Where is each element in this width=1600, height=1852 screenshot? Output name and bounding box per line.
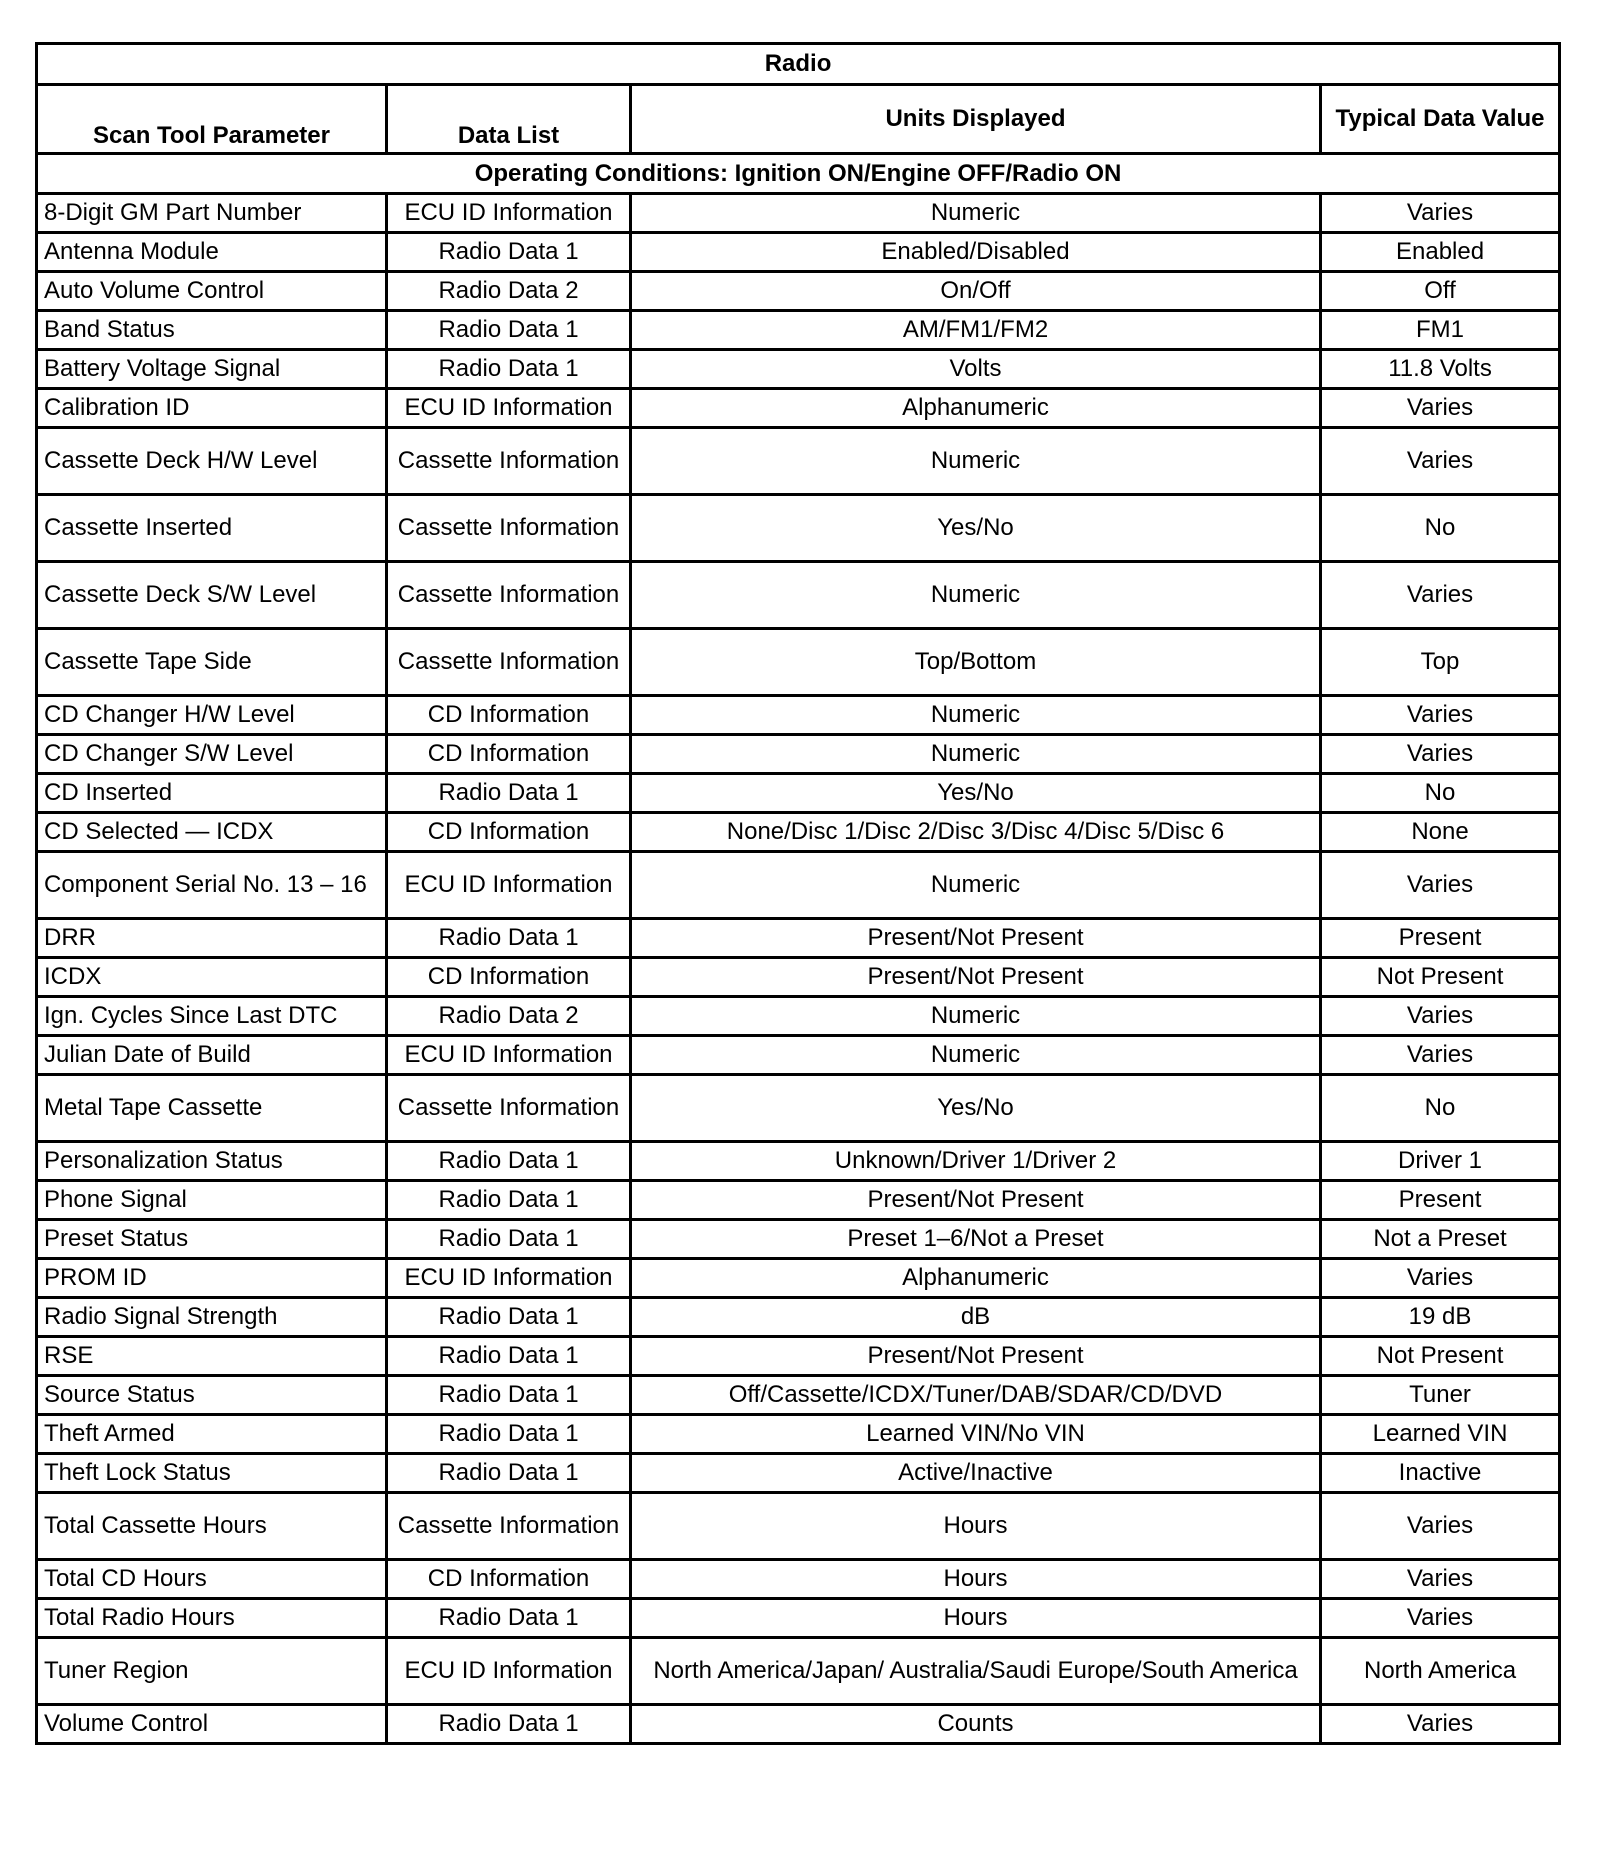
table-title: Radio <box>37 44 1560 85</box>
cell-data-list: ECU ID Information <box>387 1036 631 1075</box>
cell-scan-tool-parameter: Julian Date of Build <box>37 1036 387 1075</box>
cell-scan-tool-parameter: Calibration ID <box>37 389 387 428</box>
cell-typical-data-value: Varies <box>1321 1036 1560 1075</box>
cell-typical-data-value: Varies <box>1321 696 1560 735</box>
cell-scan-tool-parameter: Theft Lock Status <box>37 1454 387 1493</box>
cell-units-displayed: Present/Not Present <box>631 919 1321 958</box>
cell-data-list: ECU ID Information <box>387 852 631 919</box>
cell-scan-tool-parameter: Cassette Deck H/W Level <box>37 428 387 495</box>
cell-typical-data-value: None <box>1321 813 1560 852</box>
cell-typical-data-value: No <box>1321 495 1560 562</box>
cell-scan-tool-parameter: Phone Signal <box>37 1181 387 1220</box>
table-row <box>37 194 1560 233</box>
cell-data-list: Radio Data 1 <box>387 774 631 813</box>
table-row <box>37 813 1560 852</box>
cell-units-displayed: Alphanumeric <box>631 389 1321 428</box>
table-row <box>37 311 1560 350</box>
cell-scan-tool-parameter: CD Inserted <box>37 774 387 813</box>
cell-typical-data-value: Not Present <box>1321 958 1560 997</box>
table-row <box>37 629 1560 696</box>
operating-conditions-row <box>37 154 1560 194</box>
table-row <box>37 1454 1560 1493</box>
table-row <box>37 1142 1560 1181</box>
cell-data-list: Radio Data 1 <box>387 1705 631 1744</box>
cell-scan-tool-parameter: PROM ID <box>37 1259 387 1298</box>
cell-units-displayed: Counts <box>631 1705 1321 1744</box>
cell-units-displayed: Present/Not Present <box>631 1181 1321 1220</box>
cell-units-displayed: Yes/No <box>631 495 1321 562</box>
table-row <box>37 272 1560 311</box>
cell-scan-tool-parameter: Battery Voltage Signal <box>37 350 387 389</box>
cell-data-list: Radio Data 1 <box>387 1181 631 1220</box>
cell-data-list: Radio Data 2 <box>387 997 631 1036</box>
cell-units-displayed: AM/FM1/FM2 <box>631 311 1321 350</box>
table-row <box>37 495 1560 562</box>
cell-units-displayed: Active/Inactive <box>631 1454 1321 1493</box>
cell-data-list: Cassette Information <box>387 428 631 495</box>
cell-data-list: ECU ID Information <box>387 389 631 428</box>
cell-typical-data-value: Varies <box>1321 1705 1560 1744</box>
cell-scan-tool-parameter: Metal Tape Cassette <box>37 1075 387 1142</box>
cell-scan-tool-parameter: Total Radio Hours <box>37 1599 387 1638</box>
cell-scan-tool-parameter: Volume Control <box>37 1705 387 1744</box>
cell-typical-data-value: 11.8 Volts <box>1321 350 1560 389</box>
cell-typical-data-value: No <box>1321 1075 1560 1142</box>
cell-units-displayed: Top/Bottom <box>631 629 1321 696</box>
table-row <box>37 1415 1560 1454</box>
cell-data-list: ECU ID Information <box>387 194 631 233</box>
cell-scan-tool-parameter: Antenna Module <box>37 233 387 272</box>
cell-scan-tool-parameter: ICDX <box>37 958 387 997</box>
cell-typical-data-value: Present <box>1321 919 1560 958</box>
cell-typical-data-value: Present <box>1321 1181 1560 1220</box>
cell-data-list: CD Information <box>387 696 631 735</box>
header-scan-tool-parameter: Scan Tool Parameter <box>37 85 387 154</box>
cell-data-list: CD Information <box>387 1560 631 1599</box>
cell-typical-data-value: No <box>1321 774 1560 813</box>
cell-data-list: Radio Data 1 <box>387 1142 631 1181</box>
cell-units-displayed: Hours <box>631 1493 1321 1560</box>
cell-data-list: CD Information <box>387 813 631 852</box>
table-row <box>37 1181 1560 1220</box>
cell-data-list: Cassette Information <box>387 562 631 629</box>
cell-data-list: Radio Data 2 <box>387 272 631 311</box>
cell-scan-tool-parameter: CD Changer S/W Level <box>37 735 387 774</box>
cell-data-list: Cassette Information <box>387 629 631 696</box>
cell-scan-tool-parameter: CD Changer H/W Level <box>37 696 387 735</box>
cell-units-displayed: Numeric <box>631 997 1321 1036</box>
cell-scan-tool-parameter: Auto Volume Control <box>37 272 387 311</box>
cell-typical-data-value: Not a Preset <box>1321 1220 1560 1259</box>
table-row <box>37 1036 1560 1075</box>
table-body <box>37 194 1560 1744</box>
radio-data-table <box>35 42 1561 1745</box>
table-row <box>37 1376 1560 1415</box>
cell-scan-tool-parameter: Tuner Region <box>37 1638 387 1705</box>
cell-units-displayed: Hours <box>631 1560 1321 1599</box>
cell-data-list: Radio Data 1 <box>387 1376 631 1415</box>
cell-scan-tool-parameter: Ign. Cycles Since Last DTC <box>37 997 387 1036</box>
table-row <box>37 958 1560 997</box>
cell-typical-data-value: Learned VIN <box>1321 1415 1560 1454</box>
cell-typical-data-value: Varies <box>1321 997 1560 1036</box>
cell-units-displayed: Hours <box>631 1599 1321 1638</box>
cell-scan-tool-parameter: 8-Digit GM Part Number <box>37 194 387 233</box>
cell-typical-data-value: Tuner <box>1321 1376 1560 1415</box>
cell-units-displayed: Present/Not Present <box>631 1337 1321 1376</box>
cell-typical-data-value: Varies <box>1321 1259 1560 1298</box>
cell-typical-data-value: Varies <box>1321 428 1560 495</box>
cell-typical-data-value: Varies <box>1321 562 1560 629</box>
cell-units-displayed: On/Off <box>631 272 1321 311</box>
cell-typical-data-value: Varies <box>1321 1493 1560 1560</box>
header-units-displayed: Units Displayed <box>631 85 1321 154</box>
cell-data-list: Cassette Information <box>387 1075 631 1142</box>
cell-scan-tool-parameter: Total Cassette Hours <box>37 1493 387 1560</box>
cell-scan-tool-parameter: RSE <box>37 1337 387 1376</box>
cell-data-list: Radio Data 1 <box>387 350 631 389</box>
table-row <box>37 1560 1560 1599</box>
cell-units-displayed: Numeric <box>631 194 1321 233</box>
cell-units-displayed: Unknown/Driver 1/Driver 2 <box>631 1142 1321 1181</box>
cell-scan-tool-parameter: Cassette Inserted <box>37 495 387 562</box>
cell-units-displayed: Enabled/Disabled <box>631 233 1321 272</box>
cell-typical-data-value: Enabled <box>1321 233 1560 272</box>
cell-units-displayed: Yes/No <box>631 1075 1321 1142</box>
cell-data-list: ECU ID Information <box>387 1259 631 1298</box>
cell-scan-tool-parameter: Personalization Status <box>37 1142 387 1181</box>
cell-typical-data-value: Top <box>1321 629 1560 696</box>
cell-units-displayed: Numeric <box>631 562 1321 629</box>
cell-units-displayed: Volts <box>631 350 1321 389</box>
cell-units-displayed: Present/Not Present <box>631 958 1321 997</box>
cell-scan-tool-parameter: Source Status <box>37 1376 387 1415</box>
cell-scan-tool-parameter: Cassette Deck S/W Level <box>37 562 387 629</box>
cell-units-displayed: Numeric <box>631 428 1321 495</box>
cell-data-list: Radio Data 1 <box>387 1415 631 1454</box>
cell-typical-data-value: Varies <box>1321 1599 1560 1638</box>
cell-typical-data-value: Varies <box>1321 852 1560 919</box>
cell-units-displayed: Alphanumeric <box>631 1259 1321 1298</box>
table-row <box>37 1493 1560 1560</box>
cell-typical-data-value: North America <box>1321 1638 1560 1705</box>
cell-data-list: Radio Data 1 <box>387 1454 631 1493</box>
cell-scan-tool-parameter: Theft Armed <box>37 1415 387 1454</box>
operating-conditions: Operating Conditions: Ignition ON/Engine OFF/Radio ON <box>37 154 1560 194</box>
header-data-list: Data List <box>387 85 631 154</box>
cell-typical-data-value: Inactive <box>1321 1454 1560 1493</box>
cell-data-list: Radio Data 1 <box>387 1220 631 1259</box>
cell-units-displayed: Off/Cassette/ICDX/Tuner/DAB/SDAR/CD/DVD <box>631 1376 1321 1415</box>
cell-typical-data-value: Driver 1 <box>1321 1142 1560 1181</box>
cell-scan-tool-parameter: Radio Signal Strength <box>37 1298 387 1337</box>
table-row <box>37 696 1560 735</box>
cell-scan-tool-parameter: Component Serial No. 13 – 16 <box>37 852 387 919</box>
cell-typical-data-value: 19 dB <box>1321 1298 1560 1337</box>
cell-units-displayed: Yes/No <box>631 774 1321 813</box>
cell-typical-data-value: Off <box>1321 272 1560 311</box>
table-title-row <box>37 44 1560 85</box>
cell-data-list: ECU ID Information <box>387 1638 631 1705</box>
cell-data-list: Radio Data 1 <box>387 1599 631 1638</box>
header-typical-data-value: Typical Data Value <box>1321 85 1560 154</box>
table-row <box>37 428 1560 495</box>
cell-data-list: Radio Data 1 <box>387 1298 631 1337</box>
cell-typical-data-value: FM1 <box>1321 311 1560 350</box>
cell-scan-tool-parameter: Preset Status <box>37 1220 387 1259</box>
cell-data-list: Radio Data 1 <box>387 919 631 958</box>
table-row <box>37 1705 1560 1744</box>
table-row <box>37 1075 1560 1142</box>
cell-data-list: Cassette Information <box>387 495 631 562</box>
cell-data-list: Radio Data 1 <box>387 1337 631 1376</box>
cell-data-list: Radio Data 1 <box>387 311 631 350</box>
cell-scan-tool-parameter: DRR <box>37 919 387 958</box>
cell-units-displayed: Numeric <box>631 852 1321 919</box>
table-row <box>37 389 1560 428</box>
table-row <box>37 774 1560 813</box>
cell-data-list: CD Information <box>387 735 631 774</box>
table-row <box>37 1298 1560 1337</box>
cell-typical-data-value: Not Present <box>1321 1337 1560 1376</box>
cell-scan-tool-parameter: CD Selected — ICDX <box>37 813 387 852</box>
table-row <box>37 1337 1560 1376</box>
cell-units-displayed: Numeric <box>631 735 1321 774</box>
cell-data-list: Radio Data 1 <box>387 233 631 272</box>
table-row <box>37 1638 1560 1705</box>
cell-scan-tool-parameter: Band Status <box>37 311 387 350</box>
cell-typical-data-value: Varies <box>1321 735 1560 774</box>
table-row <box>37 350 1560 389</box>
cell-data-list: Cassette Information <box>387 1493 631 1560</box>
cell-typical-data-value: Varies <box>1321 194 1560 233</box>
table-row <box>37 1599 1560 1638</box>
table-row <box>37 233 1560 272</box>
cell-units-displayed: Learned VIN/No VIN <box>631 1415 1321 1454</box>
cell-typical-data-value: Varies <box>1321 1560 1560 1599</box>
table-row <box>37 562 1560 629</box>
cell-data-list: CD Information <box>387 958 631 997</box>
column-header-row <box>37 85 1560 154</box>
cell-scan-tool-parameter: Cassette Tape Side <box>37 629 387 696</box>
table-row <box>37 1259 1560 1298</box>
cell-units-displayed: Numeric <box>631 696 1321 735</box>
cell-typical-data-value: Varies <box>1321 389 1560 428</box>
table-row <box>37 1220 1560 1259</box>
cell-units-displayed: North America/Japan/ Australia/Saudi Europe/South America <box>631 1638 1321 1705</box>
cell-units-displayed: None/Disc 1/Disc 2/Disc 3/Disc 4/Disc 5/Disc 6 <box>631 813 1321 852</box>
table-row <box>37 852 1560 919</box>
cell-units-displayed: Preset 1–6/Not a Preset <box>631 1220 1321 1259</box>
table-row <box>37 919 1560 958</box>
cell-scan-tool-parameter: Total CD Hours <box>37 1560 387 1599</box>
cell-units-displayed: Numeric <box>631 1036 1321 1075</box>
cell-units-displayed: dB <box>631 1298 1321 1337</box>
table-row <box>37 735 1560 774</box>
table-row <box>37 997 1560 1036</box>
